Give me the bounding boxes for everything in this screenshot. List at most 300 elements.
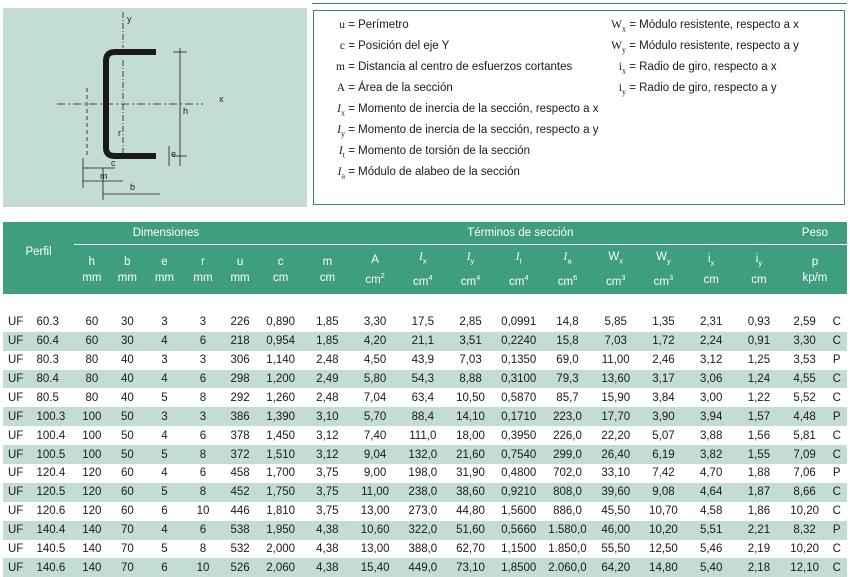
table-cell: 10,50	[456, 391, 485, 404]
table-cell: 5,70	[351, 407, 399, 426]
table-cell: 4,38	[316, 543, 339, 556]
table-cell: 40	[120, 354, 134, 367]
table-cell: 3,12	[316, 429, 339, 442]
table-cell: 120	[74, 483, 110, 502]
profile-prefix: UF	[3, 445, 37, 464]
table-cell: 1,25	[747, 354, 771, 367]
table-cell: 5,81	[793, 429, 816, 442]
table-cell: 0,890	[266, 316, 296, 329]
table-cell: 4	[145, 521, 184, 540]
table-cell: 45,50	[601, 505, 631, 518]
table-cell: 69,0	[556, 354, 579, 367]
table-cell: 6	[161, 505, 168, 518]
legend-item-ix: $I_x$ = Momento de inercia de la sección, respecto a x	[337, 103, 599, 118]
label-e: e	[171, 149, 177, 159]
table-cell: 1,700	[266, 467, 296, 480]
table-cell: 4	[161, 429, 168, 442]
table-cell: 10,20	[790, 543, 820, 556]
table-cell: 8	[199, 543, 207, 556]
column-header: r mm	[184, 245, 223, 295]
table-cell: 3,88	[699, 429, 723, 442]
table-cell: 3,12	[699, 354, 723, 367]
table-cell: 60	[110, 483, 146, 502]
table-row	[3, 370, 847, 389]
table-cell: 306	[230, 354, 250, 367]
profile-id: 100.4	[36, 429, 66, 442]
table-cell: 10,70	[649, 505, 678, 518]
table-cell: 226,0	[553, 429, 582, 442]
table-cell: 60	[120, 467, 134, 480]
table-cell: 10	[184, 558, 223, 577]
table-cell: 322,0	[399, 521, 447, 540]
table-cell: 132,0	[399, 445, 447, 464]
table-cell: C	[832, 429, 841, 442]
table-cell: 1,35	[652, 316, 675, 329]
column-header: m cm	[304, 245, 352, 295]
table-cell: 198,0	[408, 467, 438, 480]
table-row	[3, 332, 847, 351]
table-row	[3, 445, 847, 464]
table-cell: 10,20	[640, 521, 688, 540]
profile-prefix: UF	[8, 429, 24, 442]
profile-id: 80.4	[37, 370, 75, 389]
profile-id: 60.4	[37, 332, 75, 351]
table-cell: 5,85	[604, 316, 627, 329]
profiles-table	[3, 222, 847, 577]
table-cell: 0,91	[735, 332, 783, 351]
table-cell: 21,60	[447, 445, 495, 464]
table-cell: 2,49	[304, 370, 352, 389]
column-header: $I_y$ $cm^4$	[447, 245, 495, 295]
table-cell: 0,0991	[501, 316, 537, 329]
table-cell: 3,82	[687, 445, 735, 464]
table-cell: 4	[161, 467, 168, 480]
table-cell: 3	[161, 354, 168, 367]
table-cell: 5,51	[687, 521, 735, 540]
table-cell: 1,450	[266, 429, 296, 442]
table-cell: 3,30	[783, 332, 827, 351]
table-cell: 1.580,0	[543, 521, 592, 540]
legend-item-u: u = Perímetro	[339, 19, 409, 31]
table-cell: 2,21	[735, 521, 783, 540]
table-cell: 702,0	[553, 467, 582, 480]
table-cell: 9,04	[351, 445, 399, 464]
profile-id: 120.6	[36, 505, 66, 518]
table-cell: 538	[222, 521, 258, 540]
table-cell: 15,40	[351, 558, 399, 577]
label-x: x	[219, 94, 224, 104]
legend-item-c: c = Posición del eje Y	[339, 40, 450, 52]
column-header: $I_t$ $cm^4$	[494, 245, 543, 295]
table-cell: 3,53	[793, 354, 816, 367]
table-cell: 386	[222, 407, 258, 426]
table-cell: 51,60	[447, 521, 495, 540]
table-cell: 5,46	[699, 543, 723, 556]
table-cell: C	[832, 391, 841, 404]
table-cell: 50	[110, 445, 146, 464]
profile-prefix: UF	[3, 332, 37, 351]
table-cell: 60	[120, 505, 134, 518]
table-cell: 3,30	[363, 316, 387, 329]
table-cell: 54,3	[399, 370, 447, 389]
table-cell: 0,5660	[494, 521, 543, 540]
profile-prefix: UF	[8, 354, 24, 367]
column-header: c cm	[258, 245, 304, 295]
profile-id: 100.5	[37, 445, 75, 464]
table-cell: 10	[196, 505, 210, 518]
table-cell: 223,0	[543, 407, 592, 426]
table-cell: 4	[145, 332, 184, 351]
table-row	[3, 407, 847, 426]
table-cell: 120	[82, 467, 102, 480]
table-row	[3, 502, 847, 521]
table-cell: 2,000	[266, 543, 296, 556]
table-cell: 70	[110, 521, 146, 540]
profile-prefix: UF	[3, 558, 37, 577]
table-cell: 31,90	[456, 467, 485, 480]
table-cell: 4,55	[783, 370, 827, 389]
label-m: m	[100, 171, 108, 181]
table-cell: 64,20	[592, 558, 640, 577]
table-cell: 38,60	[447, 483, 495, 502]
header-units-row	[3, 245, 847, 295]
table-cell: 60	[85, 316, 99, 329]
table-cell: 2,59	[793, 316, 816, 329]
table-cell: 4,64	[687, 483, 735, 502]
table-cell: 1,950	[258, 521, 304, 540]
table-cell: P	[826, 407, 847, 426]
table-cell: C	[832, 316, 841, 329]
table-cell: 3,94	[687, 407, 735, 426]
table-cell: 44,80	[456, 505, 485, 518]
table-cell: 10,60	[351, 521, 399, 540]
profile-id: 60.3	[36, 316, 59, 329]
table-cell: 7,03	[592, 332, 640, 351]
label-h: h	[183, 106, 189, 116]
table-cell: 8,66	[783, 483, 827, 502]
table-cell: 1,8500	[494, 558, 543, 577]
table-cell: 11,00	[601, 354, 630, 367]
table-cell: 100	[74, 445, 110, 464]
table-cell: 4,38	[304, 521, 352, 540]
table-row	[3, 540, 847, 559]
table-cell: 1,5600	[501, 505, 537, 518]
column-header: $i_y$ cm	[735, 245, 783, 295]
table-cell: 80	[74, 370, 110, 389]
table-cell: 1,510	[258, 445, 304, 464]
table-cell: 2,46	[652, 354, 675, 367]
table-cell: 14,10	[447, 407, 495, 426]
table-body	[3, 294, 847, 577]
profile-prefix: UF	[3, 407, 37, 426]
header-dimensiones: Dimensiones	[74, 222, 258, 245]
table-cell: 3,10	[304, 407, 352, 426]
table-cell: C	[826, 558, 847, 577]
table-cell: C	[826, 370, 847, 389]
table-cell: 388,0	[408, 543, 438, 556]
profile-id: 140.4	[37, 521, 75, 540]
profile-prefix: UF	[3, 483, 37, 502]
table-cell: 7,42	[652, 467, 675, 480]
table-cell: 1,140	[266, 354, 296, 367]
table-cell: 88,4	[399, 407, 447, 426]
table-cell: 79,3	[543, 370, 592, 389]
table-cell: 378	[230, 429, 250, 442]
table-cell: 0,93	[747, 316, 771, 329]
top-rule	[312, 3, 847, 4]
table-cell: 39,60	[592, 483, 640, 502]
table-cell: 9,08	[640, 483, 688, 502]
table-cell: 1,57	[735, 407, 783, 426]
table-cell: 14,8	[556, 316, 579, 329]
table-cell: 1,85	[304, 332, 352, 351]
table-cell: 3,75	[304, 483, 352, 502]
table-cell: 4,58	[699, 505, 723, 518]
table-cell: 1,200	[258, 370, 304, 389]
profile-prefix: UF	[8, 467, 24, 480]
table-cell: 1,56	[747, 429, 771, 442]
table-cell: 0,3100	[494, 370, 543, 389]
table-cell: 140	[74, 521, 110, 540]
table-cell: 12,10	[783, 558, 827, 577]
profile-prefix: UF	[8, 391, 24, 404]
profile-prefix: UF	[3, 521, 37, 540]
table-cell: 26,40	[592, 445, 640, 464]
table-cell: 0,954	[258, 332, 304, 351]
table-cell: 1,55	[735, 445, 783, 464]
table-cell: 63,4	[411, 391, 434, 404]
column-header: $I_a$ $cm^6$	[543, 245, 592, 295]
table-cell: 85,7	[556, 391, 579, 404]
table-cell: 5	[161, 543, 168, 556]
profile-id: 140.6	[37, 558, 75, 577]
table-cell: 1,24	[735, 370, 783, 389]
table-cell: 120	[82, 505, 102, 518]
table-cell: 0,1710	[494, 407, 543, 426]
table-cell: C	[832, 505, 841, 518]
table-cell: 50	[120, 429, 134, 442]
legend-item-wy: $W_y$ = Módulo resistente, respecto a y	[611, 40, 799, 55]
profile-prefix: UF	[3, 370, 37, 389]
table-cell: 7,09	[783, 445, 827, 464]
table-cell: 8,88	[447, 370, 495, 389]
table-cell: 5,80	[351, 370, 399, 389]
table-row	[3, 388, 847, 407]
table-cell: 808,0	[543, 483, 592, 502]
table-cell: 5	[145, 483, 184, 502]
table-cell: 1,86	[747, 505, 771, 518]
legend-item-it: $I_t$ = Momento de torsión de la sección	[338, 145, 531, 160]
table-cell: 2,18	[735, 558, 783, 577]
channel-section-drawing	[3, 8, 307, 207]
table-cell: 50	[110, 407, 146, 426]
table-cell: 2,19	[747, 543, 771, 556]
table-cell: 13,00	[360, 543, 390, 556]
table-cell: 5,52	[793, 391, 816, 404]
table-cell: 140	[74, 558, 110, 577]
table-row	[3, 313, 847, 332]
table-cell: 2,48	[316, 391, 339, 404]
table-row	[3, 558, 847, 577]
table-cell: 526	[222, 558, 258, 577]
table-cell: 11,00	[351, 483, 399, 502]
table-cell: 5	[161, 391, 168, 404]
profile-prefix: UF	[8, 505, 24, 518]
table-row	[3, 521, 847, 540]
table-cell: 4,50	[363, 354, 387, 367]
table-cell: 30	[120, 316, 134, 329]
table-cell: 22,20	[601, 429, 631, 442]
table-cell: 140	[82, 543, 102, 556]
table-cell: 2,060	[258, 558, 304, 577]
column-header: p kp/m	[783, 245, 847, 295]
table-cell: 5,40	[687, 558, 735, 577]
table-cell: 2,31	[699, 316, 723, 329]
table-cell: 0,1350	[501, 354, 537, 367]
column-header: e mm	[145, 245, 184, 295]
table-cell: 238,0	[399, 483, 447, 502]
table-row	[3, 483, 847, 502]
table-cell: 0,4800	[501, 467, 537, 480]
table-cell: 3,75	[316, 505, 339, 518]
table-cell: 43,9	[411, 354, 434, 367]
table-cell: 446	[230, 505, 250, 518]
table-cell: 2.060,0	[543, 558, 592, 577]
table-cell: 9,00	[363, 467, 387, 480]
table-cell: 0,5870	[501, 391, 537, 404]
header-terminos: Términos de sección	[258, 222, 783, 245]
table-cell: 15,8	[543, 332, 592, 351]
table-cell: C	[826, 445, 847, 464]
table-cell: 6	[145, 558, 184, 577]
table-cell: 8,32	[783, 521, 827, 540]
table-cell: 55,50	[601, 543, 631, 556]
table-cell: P	[832, 354, 841, 367]
table-cell: 15,90	[601, 391, 631, 404]
table-cell: 1,1500	[501, 543, 537, 556]
section-diagram	[3, 8, 307, 207]
header-peso: Peso	[783, 222, 847, 245]
table-cell: 7,06	[793, 467, 816, 480]
label-b: b	[130, 182, 136, 192]
table-row	[3, 351, 847, 370]
legend-item-iy: $I_y$ = Momento de inercia de la sección, respecto a y	[337, 124, 599, 139]
table-cell: 13,00	[360, 505, 390, 518]
table-cell: 100	[82, 429, 102, 442]
table-cell: 299,0	[543, 445, 592, 464]
table-cell: 4,20	[351, 332, 399, 351]
table-cell: 6	[184, 332, 223, 351]
table-cell: 3	[161, 316, 168, 329]
table-cell: 226	[230, 316, 250, 329]
column-header: $W_x$ $cm^3$	[592, 245, 640, 295]
column-header: b mm	[110, 245, 146, 295]
column-header: u mm	[222, 245, 258, 295]
legend-item-ix-radio: $i_x$ = Radio de giro, respecto a x	[618, 61, 777, 76]
table-cell: 1,750	[258, 483, 304, 502]
table-cell: 4,48	[783, 407, 827, 426]
table-cell: 8	[199, 391, 207, 404]
table-cell: 12,50	[649, 543, 678, 556]
table-cell: C	[832, 543, 841, 556]
table-cell: 40	[110, 370, 146, 389]
legend-item-ia: $I_a$ = Módulo de alabeo de la sección	[337, 166, 520, 181]
table-cell: 449,0	[399, 558, 447, 577]
table-cell: 3	[199, 354, 207, 367]
table-row	[3, 426, 847, 445]
table-cell: 6	[184, 370, 223, 389]
table-cell: 10,20	[790, 505, 820, 518]
table-cell: 1,390	[258, 407, 304, 426]
legend-item-a: A = Área de la sección	[336, 82, 453, 94]
table-cell: 14,80	[640, 558, 688, 577]
profile-id: 80.3	[36, 354, 59, 367]
table-cell: 40	[120, 391, 134, 404]
table-cell: 3	[184, 407, 223, 426]
table-cell: 452	[222, 483, 258, 502]
table-cell: 2,48	[316, 354, 339, 367]
legend-item-iy-radio: $i_y$ = Radio de giro, respecto a y	[618, 82, 777, 97]
table-cell: 3,12	[304, 445, 352, 464]
table-cell: 8	[184, 445, 223, 464]
table-cell: 17,5	[411, 316, 434, 329]
table-cell: 3,17	[640, 370, 688, 389]
table-cell: 7,04	[363, 391, 387, 404]
table-cell: 372	[222, 445, 258, 464]
table-row	[3, 464, 847, 483]
table-cell: 3,75	[316, 467, 339, 480]
column-header: $i_x$ cm	[687, 245, 735, 295]
table-cell: 532	[230, 543, 250, 556]
table-cell: 17,70	[592, 407, 640, 426]
table-cell: 70	[120, 543, 134, 556]
table-cell: 1.850,0	[548, 543, 587, 556]
table-cell: 6	[184, 521, 223, 540]
table-cell: 0,3950	[501, 429, 537, 442]
table-cell: 218	[222, 332, 258, 351]
table-cell: 4,38	[304, 558, 352, 577]
table-cell: 30	[110, 332, 146, 351]
column-header: $W_y$ $cm^3$	[640, 245, 688, 295]
table-cell: 4,70	[699, 467, 723, 480]
table-cell: 6,19	[640, 445, 688, 464]
column-header: h mm	[74, 245, 110, 295]
table-cell: 0,9210	[494, 483, 543, 502]
table-cell: 1,87	[735, 483, 783, 502]
table-cell: 7,03	[459, 354, 482, 367]
symbol-legend	[313, 10, 845, 205]
column-header: A $cm^2$	[351, 245, 399, 295]
table-cell: 0,2240	[494, 332, 543, 351]
table-cell: 3,00	[699, 391, 723, 404]
table-cell: 70	[110, 558, 146, 577]
label-y: y	[127, 14, 132, 24]
table-cell: 3,51	[447, 332, 495, 351]
legend-item-m: m = Distancia al centro de esfuerzos cortantes	[336, 61, 573, 73]
table-cell: 3,90	[640, 407, 688, 426]
profile-id: 120.4	[36, 467, 66, 480]
table-cell: 298	[222, 370, 258, 389]
table-cell: 5	[145, 445, 184, 464]
table-cell: 3	[199, 316, 207, 329]
table-cell: 8	[184, 483, 223, 502]
table-cell: 292	[230, 391, 250, 404]
table-cell: 100	[74, 407, 110, 426]
table-cell: 3,84	[652, 391, 675, 404]
label-c: c	[111, 158, 116, 168]
table-cell: 273,0	[408, 505, 438, 518]
table-cell: 60	[74, 332, 110, 351]
